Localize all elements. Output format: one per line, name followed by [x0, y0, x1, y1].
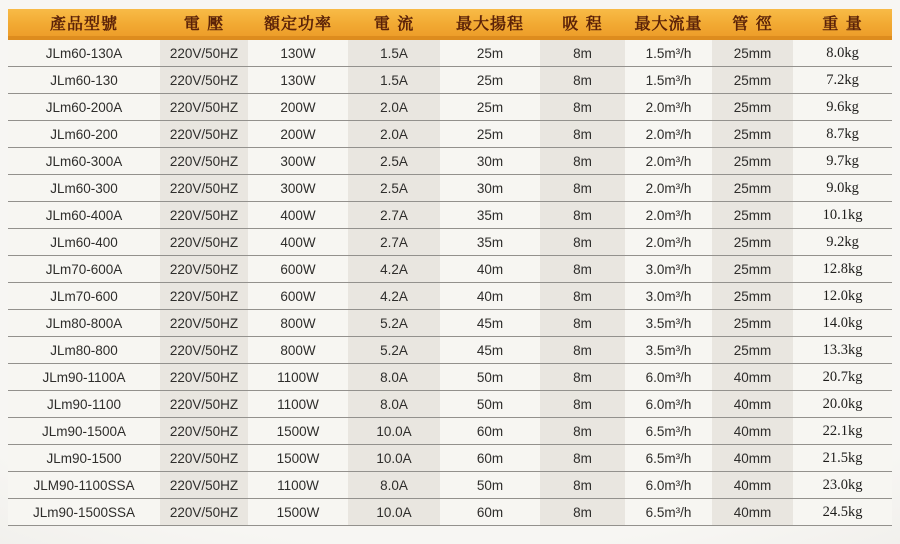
- header-pipe-diameter: 管 徑: [712, 9, 793, 38]
- cell-suction: 8m: [540, 94, 625, 121]
- cell-current: 2.0A: [348, 121, 440, 148]
- cell-suction: 8m: [540, 256, 625, 283]
- cell-model: JLm80-800: [8, 337, 160, 364]
- cell-suction: 8m: [540, 391, 625, 418]
- cell-suction: 8m: [540, 148, 625, 175]
- header-product-model: 產品型號: [8, 9, 160, 38]
- cell-suction: 8m: [540, 283, 625, 310]
- cell-voltage: 220V/50HZ: [160, 337, 248, 364]
- table-row: [8, 283, 892, 310]
- header-voltage: 電 壓: [160, 9, 248, 38]
- cell-max-head: 40m: [440, 283, 540, 310]
- cell-suction: 8m: [540, 310, 625, 337]
- cell-voltage: 220V/50HZ: [160, 391, 248, 418]
- cell-max-flow: 1.5m³/h: [625, 38, 712, 67]
- cell-pipe-diameter: 40mm: [712, 364, 793, 391]
- cell-max-head: 50m: [440, 391, 540, 418]
- cell-rated-power: 800W: [248, 337, 348, 364]
- cell-max-flow: 2.0m³/h: [625, 148, 712, 175]
- cell-max-flow: 6.0m³/h: [625, 391, 712, 418]
- cell-current: 10.0A: [348, 418, 440, 445]
- cell-weight: 13.3kg: [793, 337, 892, 364]
- cell-voltage: 220V/50HZ: [160, 38, 248, 67]
- cell-model: JLm60-300A: [8, 148, 160, 175]
- cell-max-head: 25m: [440, 38, 540, 67]
- header-max-head: 最大揚程: [440, 9, 540, 38]
- cell-weight: 9.7kg: [793, 148, 892, 175]
- cell-model: JLm70-600: [8, 283, 160, 310]
- cell-model: JLm70-600A: [8, 256, 160, 283]
- cell-suction: 8m: [540, 472, 625, 499]
- cell-weight: 7.2kg: [793, 67, 892, 94]
- cell-model: JLm90-1500SSA: [8, 499, 160, 526]
- cell-pipe-diameter: 40mm: [712, 472, 793, 499]
- cell-pipe-diameter: 40mm: [712, 391, 793, 418]
- cell-current: 5.2A: [348, 310, 440, 337]
- cell-max-flow: 2.0m³/h: [625, 202, 712, 229]
- cell-max-flow: 6.5m³/h: [625, 499, 712, 526]
- cell-weight: 12.0kg: [793, 283, 892, 310]
- cell-voltage: 220V/50HZ: [160, 148, 248, 175]
- cell-current: 8.0A: [348, 472, 440, 499]
- cell-suction: 8m: [540, 175, 625, 202]
- cell-current: 2.7A: [348, 229, 440, 256]
- cell-voltage: 220V/50HZ: [160, 256, 248, 283]
- cell-weight: 9.6kg: [793, 94, 892, 121]
- cell-pipe-diameter: 40mm: [712, 418, 793, 445]
- cell-current: 8.0A: [348, 391, 440, 418]
- cell-suction: 8m: [540, 38, 625, 67]
- cell-max-head: 30m: [440, 175, 540, 202]
- cell-rated-power: 130W: [248, 67, 348, 94]
- table-row: [8, 391, 892, 418]
- cell-suction: 8m: [540, 418, 625, 445]
- cell-pipe-diameter: 25mm: [712, 229, 793, 256]
- cell-model: JLm80-800A: [8, 310, 160, 337]
- cell-model: JLm60-130: [8, 67, 160, 94]
- cell-max-flow: 2.0m³/h: [625, 121, 712, 148]
- cell-max-head: 45m: [440, 337, 540, 364]
- cell-voltage: 220V/50HZ: [160, 175, 248, 202]
- cell-max-flow: 6.0m³/h: [625, 364, 712, 391]
- cell-rated-power: 1500W: [248, 418, 348, 445]
- cell-model: JLM90-1100SSA: [8, 472, 160, 499]
- cell-model: JLm60-400: [8, 229, 160, 256]
- cell-max-head: 60m: [440, 445, 540, 472]
- cell-rated-power: 600W: [248, 256, 348, 283]
- cell-current: 2.5A: [348, 175, 440, 202]
- cell-max-flow: 3.5m³/h: [625, 310, 712, 337]
- cell-voltage: 220V/50HZ: [160, 283, 248, 310]
- cell-rated-power: 200W: [248, 121, 348, 148]
- cell-weight: 21.5kg: [793, 445, 892, 472]
- cell-pipe-diameter: 25mm: [712, 67, 793, 94]
- cell-current: 1.5A: [348, 67, 440, 94]
- cell-rated-power: 1100W: [248, 391, 348, 418]
- cell-max-head: 25m: [440, 121, 540, 148]
- cell-current: 2.0A: [348, 94, 440, 121]
- cell-current: 4.2A: [348, 256, 440, 283]
- cell-max-head: 25m: [440, 67, 540, 94]
- cell-max-head: 25m: [440, 94, 540, 121]
- cell-suction: 8m: [540, 202, 625, 229]
- cell-max-head: 45m: [440, 310, 540, 337]
- cell-pipe-diameter: 40mm: [712, 499, 793, 526]
- cell-pipe-diameter: 25mm: [712, 256, 793, 283]
- cell-weight: 10.1kg: [793, 202, 892, 229]
- cell-rated-power: 200W: [248, 94, 348, 121]
- cell-weight: 9.2kg: [793, 229, 892, 256]
- cell-voltage: 220V/50HZ: [160, 202, 248, 229]
- cell-model: JLm60-400A: [8, 202, 160, 229]
- spec-table-body: [8, 38, 892, 526]
- cell-max-head: 50m: [440, 472, 540, 499]
- pump-spec-table: [8, 9, 892, 526]
- cell-rated-power: 400W: [248, 229, 348, 256]
- cell-max-flow: 3.5m³/h: [625, 337, 712, 364]
- cell-rated-power: 1100W: [248, 364, 348, 391]
- cell-max-flow: 6.0m³/h: [625, 472, 712, 499]
- table-row: [8, 121, 892, 148]
- cell-pipe-diameter: 25mm: [712, 148, 793, 175]
- cell-max-head: 60m: [440, 499, 540, 526]
- cell-pipe-diameter: 25mm: [712, 94, 793, 121]
- cell-pipe-diameter: 25mm: [712, 121, 793, 148]
- table-row: [8, 445, 892, 472]
- cell-current: 10.0A: [348, 445, 440, 472]
- cell-voltage: 220V/50HZ: [160, 499, 248, 526]
- cell-max-head: 60m: [440, 418, 540, 445]
- table-row: [8, 67, 892, 94]
- cell-weight: 12.8kg: [793, 256, 892, 283]
- cell-model: JLm60-200: [8, 121, 160, 148]
- cell-max-flow: 1.5m³/h: [625, 67, 712, 94]
- table-row: [8, 499, 892, 526]
- cell-pipe-diameter: 25mm: [712, 337, 793, 364]
- table-row: [8, 94, 892, 121]
- table-row: [8, 472, 892, 499]
- cell-max-flow: 2.0m³/h: [625, 175, 712, 202]
- cell-pipe-diameter: 25mm: [712, 283, 793, 310]
- header-weight: 重 量: [793, 9, 892, 38]
- cell-weight: 8.7kg: [793, 121, 892, 148]
- cell-voltage: 220V/50HZ: [160, 67, 248, 94]
- table-row: [8, 229, 892, 256]
- header-current: 電 流: [348, 9, 440, 38]
- cell-suction: 8m: [540, 229, 625, 256]
- cell-voltage: 220V/50HZ: [160, 310, 248, 337]
- table-row: [8, 256, 892, 283]
- cell-rated-power: 400W: [248, 202, 348, 229]
- cell-model: JLm90-1500A: [8, 418, 160, 445]
- cell-rated-power: 300W: [248, 148, 348, 175]
- cell-rated-power: 600W: [248, 283, 348, 310]
- table-row: [8, 337, 892, 364]
- cell-model: JLm60-130A: [8, 38, 160, 67]
- cell-suction: 8m: [540, 337, 625, 364]
- cell-max-head: 30m: [440, 148, 540, 175]
- cell-weight: 20.0kg: [793, 391, 892, 418]
- cell-rated-power: 130W: [248, 38, 348, 67]
- cell-current: 8.0A: [348, 364, 440, 391]
- cell-weight: 9.0kg: [793, 175, 892, 202]
- cell-voltage: 220V/50HZ: [160, 94, 248, 121]
- cell-max-flow: 3.0m³/h: [625, 256, 712, 283]
- cell-current: 1.5A: [348, 38, 440, 67]
- cell-suction: 8m: [540, 121, 625, 148]
- cell-pipe-diameter: 25mm: [712, 310, 793, 337]
- cell-pipe-diameter: 40mm: [712, 445, 793, 472]
- cell-model: JLm90-1100A: [8, 364, 160, 391]
- cell-max-head: 35m: [440, 229, 540, 256]
- table-row: [8, 175, 892, 202]
- cell-rated-power: 800W: [248, 310, 348, 337]
- cell-max-flow: 3.0m³/h: [625, 283, 712, 310]
- cell-suction: 8m: [540, 445, 625, 472]
- cell-voltage: 220V/50HZ: [160, 229, 248, 256]
- cell-current: 2.5A: [348, 148, 440, 175]
- cell-weight: 8.0kg: [793, 38, 892, 67]
- cell-model: JLm90-1100: [8, 391, 160, 418]
- cell-voltage: 220V/50HZ: [160, 121, 248, 148]
- cell-current: 4.2A: [348, 283, 440, 310]
- cell-max-flow: 2.0m³/h: [625, 94, 712, 121]
- cell-current: 5.2A: [348, 337, 440, 364]
- cell-max-head: 50m: [440, 364, 540, 391]
- header-max-flow: 最大流量: [625, 9, 712, 38]
- cell-weight: 14.0kg: [793, 310, 892, 337]
- cell-max-head: 35m: [440, 202, 540, 229]
- header-row: [8, 9, 892, 38]
- cell-voltage: 220V/50HZ: [160, 418, 248, 445]
- cell-model: JLm60-200A: [8, 94, 160, 121]
- cell-voltage: 220V/50HZ: [160, 364, 248, 391]
- cell-max-flow: 6.5m³/h: [625, 445, 712, 472]
- cell-current: 10.0A: [348, 499, 440, 526]
- cell-max-flow: 2.0m³/h: [625, 229, 712, 256]
- cell-pipe-diameter: 25mm: [712, 38, 793, 67]
- cell-voltage: 220V/50HZ: [160, 445, 248, 472]
- cell-rated-power: 1100W: [248, 472, 348, 499]
- table-row: [8, 148, 892, 175]
- cell-suction: 8m: [540, 499, 625, 526]
- cell-weight: 22.1kg: [793, 418, 892, 445]
- cell-max-flow: 6.5m³/h: [625, 418, 712, 445]
- cell-rated-power: 1500W: [248, 445, 348, 472]
- cell-weight: 20.7kg: [793, 364, 892, 391]
- cell-current: 2.7A: [348, 202, 440, 229]
- table-row: [8, 310, 892, 337]
- cell-rated-power: 1500W: [248, 499, 348, 526]
- cell-voltage: 220V/50HZ: [160, 472, 248, 499]
- cell-pipe-diameter: 25mm: [712, 202, 793, 229]
- cell-pipe-diameter: 25mm: [712, 175, 793, 202]
- header-suction: 吸 程: [540, 9, 625, 38]
- cell-model: JLm60-300: [8, 175, 160, 202]
- table-row: [8, 202, 892, 229]
- cell-weight: 23.0kg: [793, 472, 892, 499]
- cell-max-head: 40m: [440, 256, 540, 283]
- header-rated-power: 額定功率: [248, 9, 348, 38]
- cell-suction: 8m: [540, 364, 625, 391]
- cell-weight: 24.5kg: [793, 499, 892, 526]
- table-row: [8, 38, 892, 67]
- cell-model: JLm90-1500: [8, 445, 160, 472]
- table-row: [8, 364, 892, 391]
- cell-rated-power: 300W: [248, 175, 348, 202]
- cell-suction: 8m: [540, 67, 625, 94]
- table-row: [8, 418, 892, 445]
